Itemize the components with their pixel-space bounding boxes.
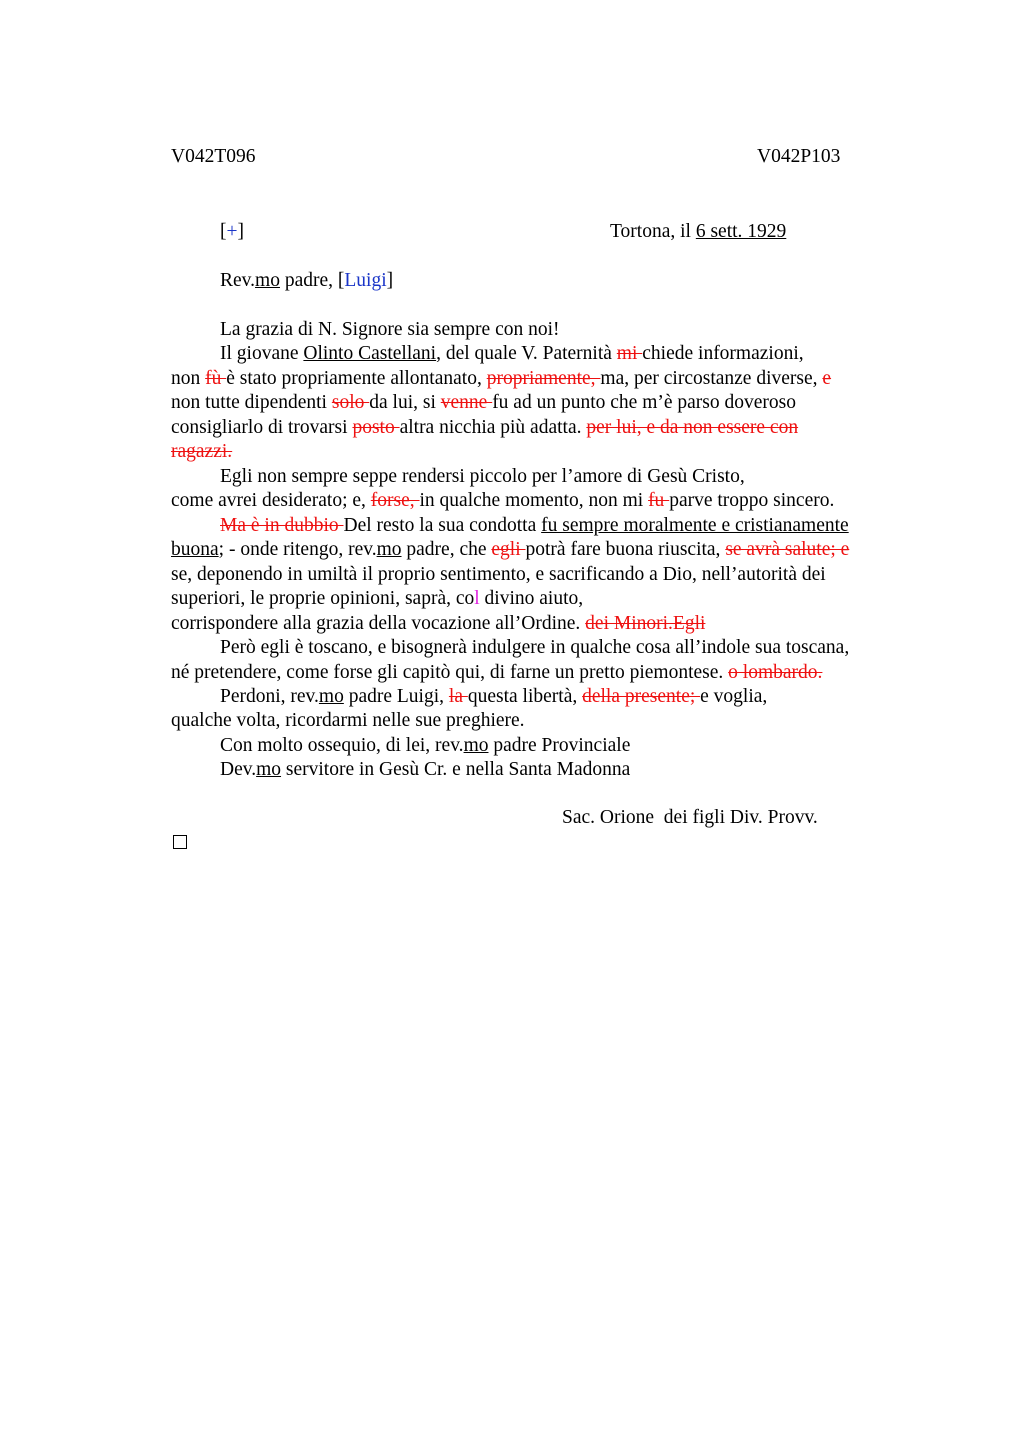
- text-line-7: Egli non sempre seppe rendersi piccolo per l’amore di Gesù Cristo,: [220, 466, 745, 487]
- letter-date: Tortona, il 6 sett. 1929: [610, 221, 787, 242]
- text-line-17: qualche volta, ricordarmi nelle sue preghiere.: [171, 710, 525, 731]
- text-line-18: Con molto ossequio, di lei, rev.mo padre Provinciale: [220, 735, 631, 756]
- text-line-19: Dev.mo servitore in Gesù Cr. e nella Santa Madonna: [220, 759, 631, 780]
- end-box-icon: [173, 835, 187, 849]
- text-line-12: superiori, le proprie opinioni, saprà, col divino aiuto,: [171, 588, 584, 609]
- text-line-11: se, deponendo in umiltà il proprio sentimento, e sacrificando a Dio, nell’autorità dei: [171, 564, 826, 585]
- salutation: Rev.mo padre, [Luigi]: [220, 270, 394, 291]
- signature: Sac. Orione dei figli Div. Provv.: [562, 807, 818, 828]
- text-line-6: ragazzi.: [171, 441, 233, 462]
- text-line-15: né pretendere, come forse gli capitò qui, di farne un pretto piemontese. o lombardo.: [171, 662, 823, 683]
- text-line-8: come avrei desiderato; e, forse, in qualche momento, non mi fu parve troppo sincero.: [171, 490, 835, 511]
- text-line-3: non fù è stato propriamente allontanato, propriamente, ma, per circostanze diverse, e: [171, 368, 832, 389]
- text-line-10: buona; - onde ritengo, rev.mo padre, che egli potrà fare buona riuscita, se avrà salute; e: [171, 539, 850, 560]
- text-line-4: non tutte dipendenti solo da lui, si venne fu ad un punto che m’è parso doveroso: [171, 392, 796, 413]
- cross-mark: [+]: [220, 221, 244, 242]
- left-code: V042T096: [171, 146, 256, 167]
- text-line-9: Ma è in dubbio Del resto la sua condotta fu sempre moralmente e cristianamente: [220, 515, 849, 536]
- cross-icon: +: [226, 221, 238, 242]
- text-line-2: Il giovane Olinto Castellani, del quale V. Paternità mi chiede informazioni,: [220, 343, 804, 364]
- text-line-14: Però egli è toscano, e bisognerà indulgere in qualche cosa all’indole sua toscana,: [220, 637, 850, 658]
- text-line-13: corrispondere alla grazia della vocazione all’Ordine. dei Minori.Egli: [171, 613, 706, 634]
- text-line-1: La grazia di N. Signore sia sempre con noi!: [220, 319, 560, 340]
- text-line-16: Perdoni, rev.mo padre Luigi, la questa libertà, della presente; e voglia,: [220, 686, 768, 707]
- right-code: V042P103: [757, 146, 841, 167]
- text-line-5: consigliarlo di trovarsi posto altra nicchia più adatta. per lui, e da non essere con: [171, 417, 799, 438]
